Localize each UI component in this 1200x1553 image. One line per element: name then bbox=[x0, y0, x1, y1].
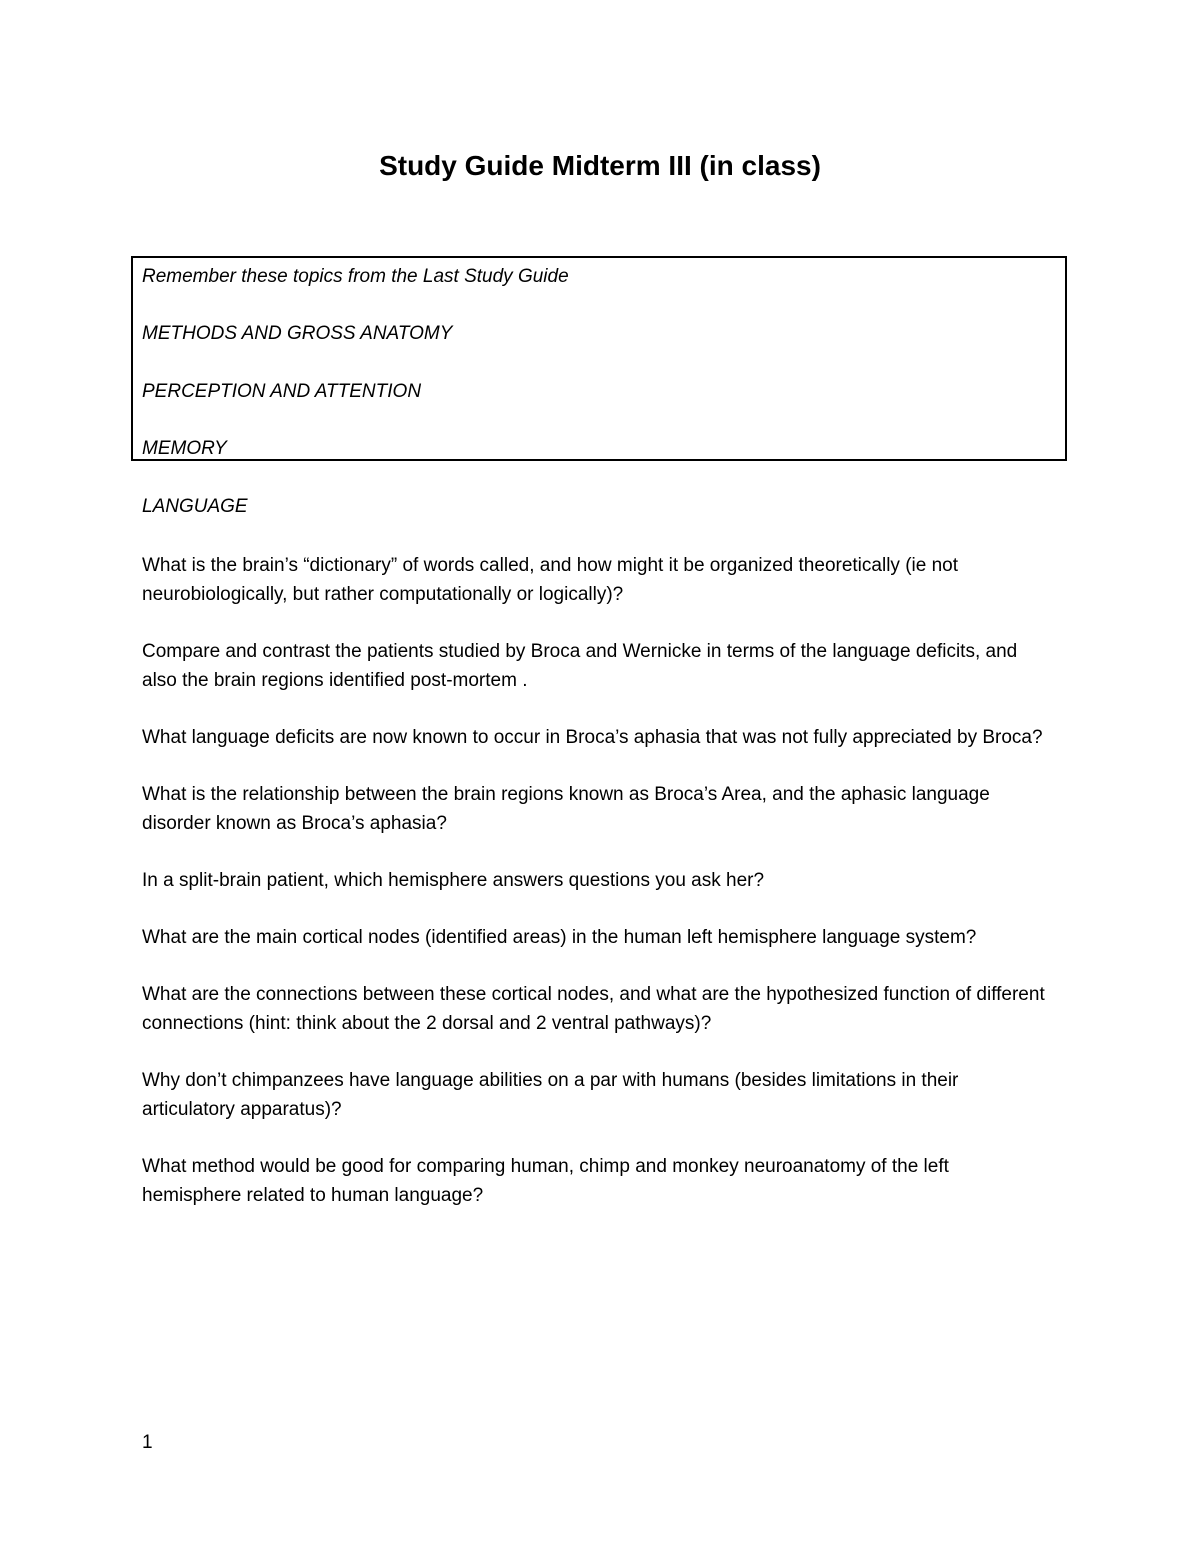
reminder-topic-methods: METHODS AND GROSS ANATOMY bbox=[142, 323, 453, 344]
question-item: What is the brain’s “dictionary” of words called, and how might it be organized theoretically (ie not neurobiologically, but rather computationally or logically)? bbox=[142, 555, 958, 605]
page-title: Study Guide Midterm III (in class) bbox=[379, 150, 821, 181]
reminder-box bbox=[131, 256, 1067, 461]
question-item: What are the main cortical nodes (identified areas) in the human left hemisphere language system? bbox=[142, 927, 977, 948]
reminder-intro: Remember these topics from the Last Study Guide bbox=[142, 266, 569, 287]
question-item: In a split-brain patient, which hemisphere answers questions you ask her? bbox=[142, 870, 765, 891]
reminder-topic-perception: PERCEPTION AND ATTENTION bbox=[142, 381, 422, 402]
question-item: What language deficits are now known to occur in Broca’s aphasia that was not fully appreciated by Broca? bbox=[142, 727, 1043, 748]
question-item: What is the relationship between the brain regions known as Broca’s Area, and the aphasic language disorder known as Broca’s aphasia? bbox=[142, 784, 990, 834]
question-item: What are the connections between these cortical nodes, and what are the hypothesized function of different connections (hint: think about the 2 dorsal and 2 ventral pathways)? bbox=[142, 984, 1045, 1034]
question-list bbox=[142, 551, 1052, 1238]
question-item: What method would be good for comparing human, chimp and monkey neuroanatomy of the left hemisphere related to human language? bbox=[142, 1156, 949, 1206]
reminder-topic-memory: MEMORY bbox=[142, 438, 227, 459]
page-number: 1 bbox=[142, 1432, 153, 1453]
question-item: Compare and contrast the patients studied by Broca and Wernicke in terms of the language deficits, and also the brain regions identified post-mortem . bbox=[142, 641, 1018, 691]
section-heading-language: LANGUAGE bbox=[142, 496, 248, 517]
question-item: Why don’t chimpanzees have language abilities on a par with humans (besides limitations in their articulatory apparatus)? bbox=[142, 1070, 959, 1120]
